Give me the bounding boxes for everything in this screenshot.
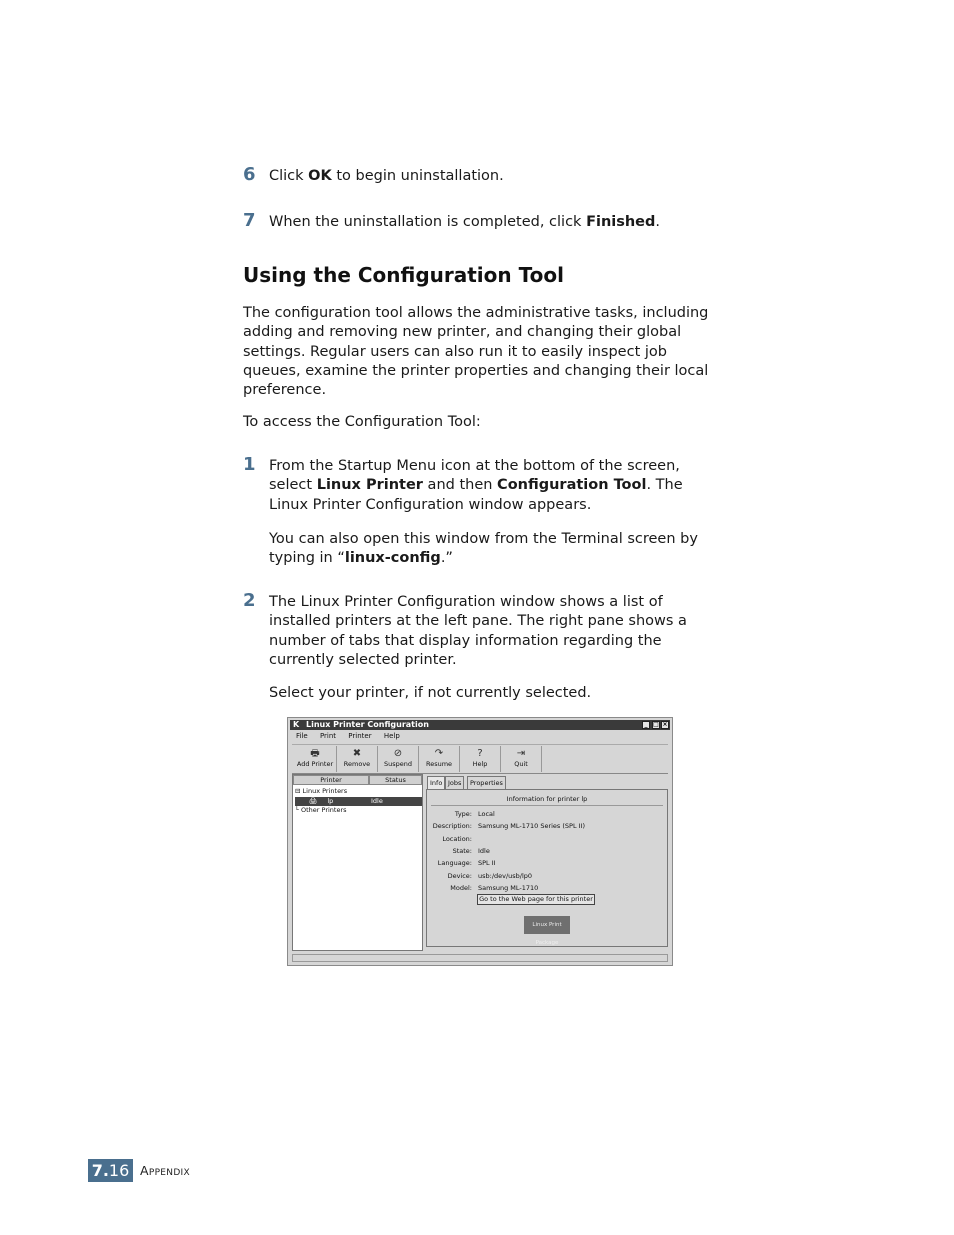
column-header-printer[interactable]: Printer: [293, 775, 369, 785]
remove-icon: ✖: [352, 748, 362, 759]
minimize-icon[interactable]: _: [642, 721, 650, 729]
quit-button[interactable]: ⇥ Quit: [501, 746, 542, 772]
print-package-logo: Linux Print Package: [524, 916, 570, 934]
printer-info-pane: [426, 774, 669, 951]
footer-section-label: Appendix: [140, 1163, 190, 1178]
intro-paragraph: The configuration tool allows the administrative tasks, including adding and removing new printer, and changing their global settings. Regular users can also run it to easily inspect job queues, examine the printer properties and changing their local preference.: [243, 305, 709, 399]
tab-properties[interactable]: Properties: [467, 776, 506, 789]
add-printer-button[interactable]: 🖶 Add Printer: [294, 746, 337, 772]
config-window-screenshot: [287, 717, 673, 966]
printer-icon: 🖶: [310, 748, 320, 759]
menu-printer[interactable]: Printer: [348, 732, 372, 740]
resume-icon: ↷: [434, 748, 444, 759]
tab-info[interactable]: Info: [427, 776, 445, 789]
help-icon: ?: [477, 748, 483, 759]
info-title: Information for printer lp: [506, 795, 588, 803]
menu-file[interactable]: File: [296, 732, 308, 740]
menu-print[interactable]: Print: [319, 732, 337, 740]
step-text: The Linux Printer Configuration window shows a list of installed printers at the left pane. The right pane shows a number of tabs that display information regarding the currently selected printer.: [269, 594, 687, 668]
tab-jobs[interactable]: Jobs: [445, 776, 464, 789]
suspend-button[interactable]: ⊘ Suspend: [378, 746, 419, 772]
close-icon[interactable]: ×: [662, 721, 668, 728]
resume-button[interactable]: ↷ Resume: [419, 746, 460, 772]
step-number: 7: [243, 210, 256, 231]
window-title: Linux Printer Configuration: [306, 720, 429, 729]
step-text: When the uninstallation is completed, click Finished.: [269, 214, 661, 230]
status-bar: [292, 954, 668, 962]
divider: [431, 805, 663, 806]
step-number: 6: [243, 164, 256, 185]
kde-logo-icon: K: [293, 720, 300, 729]
step-text: From the Startup Menu icon at the bottom of the screen, select Linux Printer and then Configuration Tool. The Linux Printer Configuration window appears.: [269, 458, 683, 513]
printer-icon: 🖨: [309, 797, 318, 805]
menu-bar: [290, 731, 670, 742]
step-note: Select your printer, if not currently selected.: [269, 685, 592, 701]
step-number: 2: [243, 590, 256, 611]
tree-other-printers[interactable]: └ Other Printers: [295, 806, 347, 814]
section-heading: Using the Configuration Tool: [243, 263, 564, 287]
column-header-status[interactable]: Status: [369, 775, 422, 785]
page-number-badge: 7.16: [88, 1159, 133, 1182]
step-number: 1: [243, 454, 256, 475]
help-button[interactable]: ? Help: [460, 746, 501, 772]
window-titlebar: [290, 720, 670, 730]
tree-root[interactable]: ⊟ Linux Printers: [295, 787, 348, 795]
quit-icon: ⇥: [516, 748, 526, 759]
access-line: To access the Configuration Tool:: [243, 414, 481, 430]
suspend-icon: ⊘: [393, 748, 403, 759]
step-note: You can also open this window from the Terminal screen by typing in “linux-config.”: [269, 531, 698, 567]
step-text: Click OK to begin uninstallation.: [269, 168, 504, 184]
printer-list-pane: [292, 774, 423, 951]
maximize-icon[interactable]: □: [653, 721, 659, 728]
menu-help[interactable]: Help: [383, 732, 400, 740]
toolbar: [292, 744, 668, 774]
collapse-icon[interactable]: ⊟: [295, 787, 301, 795]
info-tab-body: Information for printer lp Type: Local Description: Samsung ML-1710 Series (SPL II) Location: State: Idle Language: SPL II Device: usb:/dev/usb/lp0 Model: Samsung ML-1710 Go to the Web page for this printer Linux Print Package: [426, 789, 668, 947]
printer-row-selected[interactable]: 🖨 lp Idle: [295, 797, 422, 806]
remove-button[interactable]: ✖ Remove: [337, 746, 378, 772]
web-page-button[interactable]: Go to the Web page for this printer: [477, 894, 595, 905]
